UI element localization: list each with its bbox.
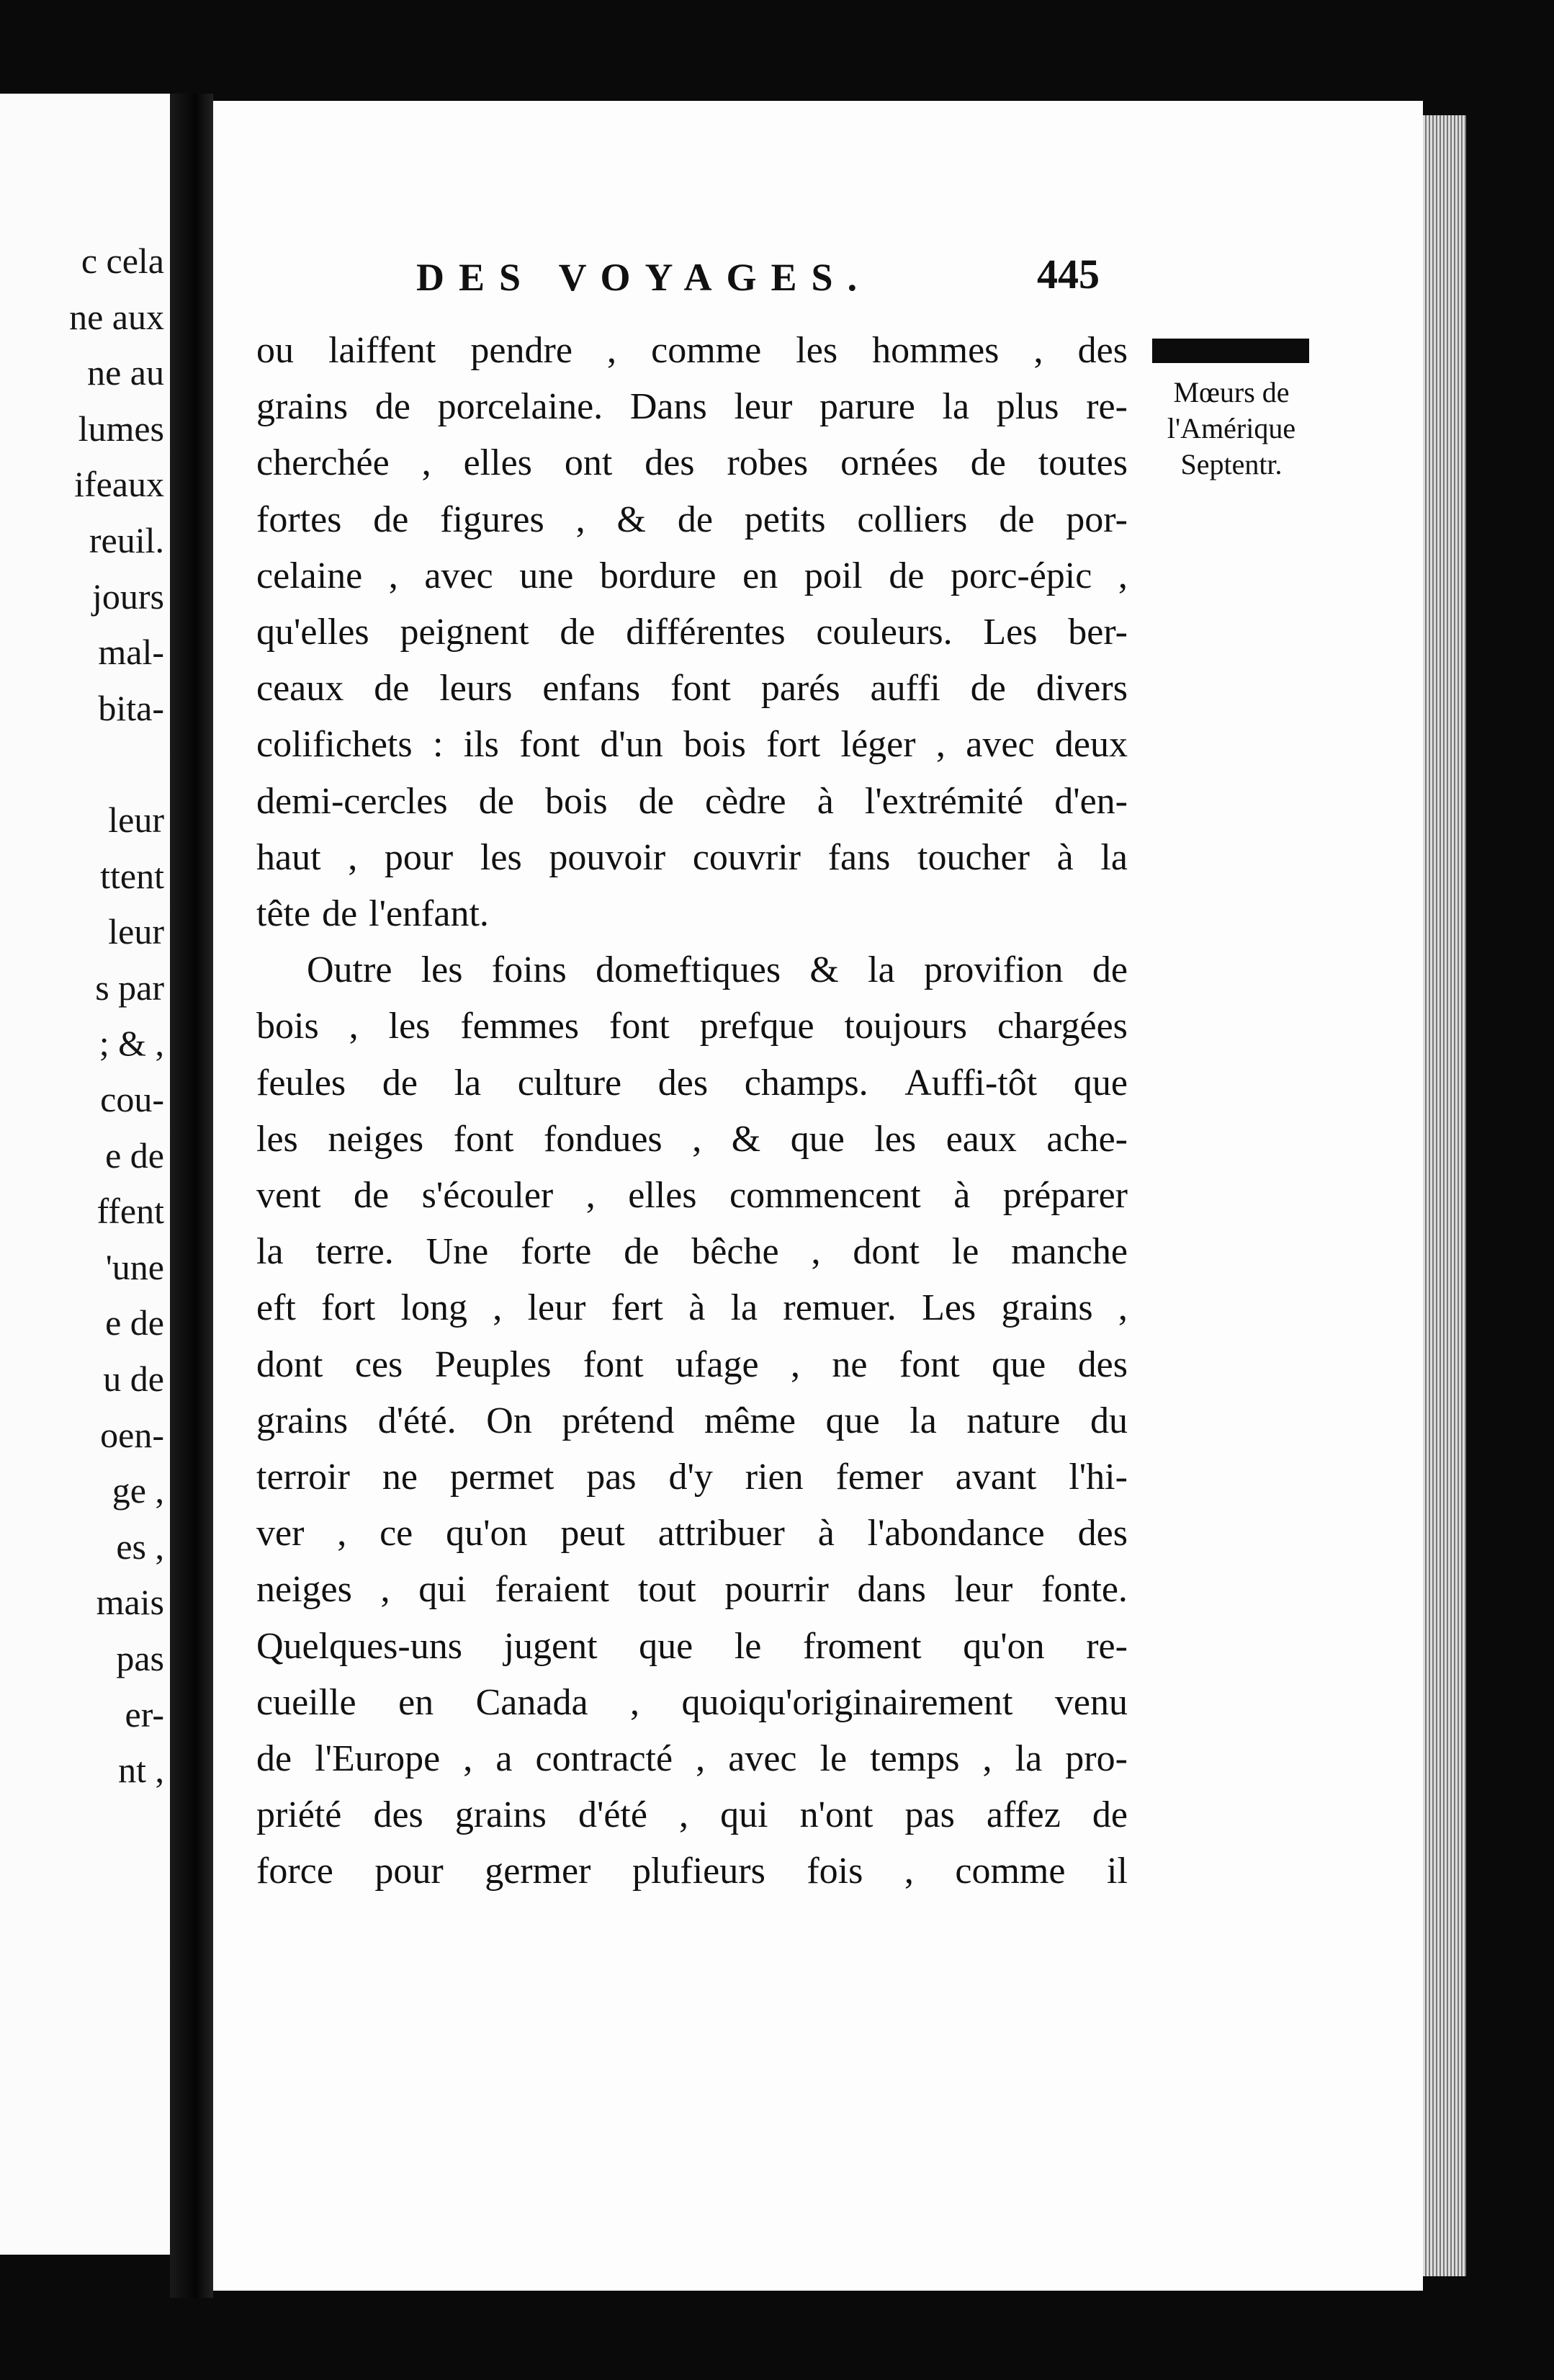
body-line: la terre. Une forte de bêche , dont le manche <box>256 1231 1128 1273</box>
body-line: priété des grains d'été , qui n'ont pas affez de <box>256 1794 1128 1836</box>
body-line: bois , les femmes font prefque toujours chargées <box>256 1006 1128 1047</box>
margin-rule <box>1152 339 1309 363</box>
facing-page-line: ; & , <box>99 1023 164 1064</box>
body-line: cueille en Canada , quoiqu'originairement venu <box>256 1681 1128 1723</box>
facing-page-line: lumes <box>78 408 164 449</box>
facing-page-line: oen- <box>100 1414 164 1455</box>
facing-page-fragment <box>0 94 170 2255</box>
page-edges <box>1423 115 1466 2276</box>
facing-page-line: ne aux <box>69 296 164 337</box>
facing-page-line: e de <box>105 1302 164 1343</box>
book-gutter <box>170 94 213 2298</box>
margin-note-line: Mœurs de <box>1173 376 1290 408</box>
body-line: haut , pour les pouvoir couvrir fans toucher à la <box>256 836 1128 878</box>
body-line: Quelques-uns jugent que le froment qu'on re- <box>256 1625 1128 1667</box>
body-line: dont ces Peuples font ufage , ne font que des <box>256 1343 1128 1385</box>
body-line: ceaux de leurs enfans font parés auffi de divers <box>256 668 1128 710</box>
body-line: fortes de figures , & de petits colliers de por- <box>256 498 1128 540</box>
body-line: eft fort long , leur fert à la remuer. Les grains , <box>256 1287 1128 1329</box>
body-line: de l'Europe , a contracté , avec le temps , la pro- <box>256 1738 1128 1779</box>
facing-page-line: ffent <box>96 1191 164 1232</box>
facing-page-line: ne au <box>87 352 164 393</box>
margin-note-line: Septentr. <box>1180 448 1283 480</box>
facing-page-line: cou- <box>100 1079 164 1119</box>
body-line: terroir ne permet pas d'y rien femer avant l'hi- <box>256 1457 1128 1498</box>
body-line: neiges , qui feraient tout pourrir dans leur fonte. <box>256 1569 1128 1611</box>
facing-page-line: mais <box>96 1582 164 1623</box>
facing-page-line: 'une <box>105 1246 164 1287</box>
body-line: grains d'été. On prétend même que la nature du <box>256 1400 1128 1441</box>
facing-page-line: leur <box>108 911 164 952</box>
facing-page-line: reuil. <box>89 520 164 560</box>
body-line: qu'elles peignent de différentes couleurs. Les ber- <box>256 612 1128 653</box>
facing-page-line: mal- <box>98 632 164 673</box>
page-number: 445 <box>1037 251 1100 298</box>
body-line: tête de l'enfant. <box>256 893 489 934</box>
body-line: colifichets : ils font d'un bois fort léger , avec deux <box>256 724 1128 766</box>
facing-page-line: ge , <box>112 1470 164 1511</box>
body-line: ver , ce qu'on peut attribuer à l'abondance des <box>256 1513 1128 1554</box>
body-line: feules de la culture des champs. Auffi-tôt que <box>256 1062 1128 1104</box>
facing-page-line: nt , <box>118 1750 164 1791</box>
facing-page-line: c cela <box>81 241 164 281</box>
body-line: force pour germer plufieurs fois , comme il <box>256 1851 1128 1892</box>
facing-page-line: leur <box>108 800 164 840</box>
body-line: Outre les foins domeftiques & la provifion de <box>307 949 1128 991</box>
facing-page-line: jours <box>92 576 164 617</box>
body-line: vent de s'écouler , elles commencent à préparer <box>256 1175 1128 1216</box>
margin-note-line: l'Amérique <box>1167 412 1296 444</box>
facing-page-line: bita- <box>98 687 164 728</box>
facing-page-line: e de <box>105 1135 164 1176</box>
facing-page-line: es , <box>116 1526 164 1567</box>
facing-page-line: pas <box>116 1638 164 1678</box>
body-line: cherchée , elles ont des robes ornées de toutes <box>256 442 1128 484</box>
body-line: ou laiffent pendre , comme les hommes , des <box>256 330 1128 371</box>
body-line: grains de porcelaine. Dans leur parure la plus re- <box>256 386 1128 428</box>
facing-page-line: er- <box>125 1694 164 1735</box>
facing-page-line: ttent <box>100 855 164 896</box>
body-line: demi-cercles de bois de cèdre à l'extrémité d'en- <box>256 780 1128 822</box>
body-line: les neiges font fondues , & que les eaux ache- <box>256 1118 1128 1160</box>
facing-page-line: u de <box>103 1359 164 1399</box>
body-line: celaine , avec une bordure en poil de porc-épic , <box>256 555 1128 596</box>
facing-page-line: ifeaux <box>74 464 164 505</box>
facing-page-line: s par <box>95 967 164 1008</box>
running-title: DES VOYAGES. <box>416 256 872 299</box>
